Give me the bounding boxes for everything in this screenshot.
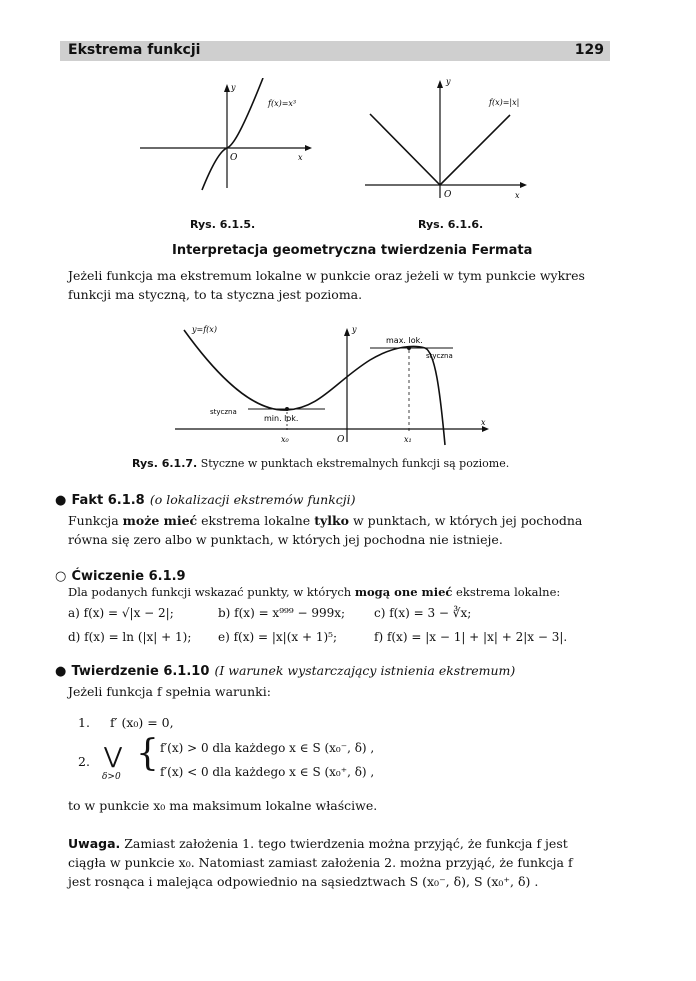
curve-formula: f(x)=x³ xyxy=(268,99,297,108)
fact-heading xyxy=(55,489,356,508)
note-line-3: jest rosnąca i malejąca odpowiednio na sąsiedztwach S (x₀⁻, δ), S (x₀⁺, δ) . xyxy=(68,874,539,889)
note-label: Uwaga. xyxy=(68,836,121,851)
fact-emph: tylko xyxy=(314,513,349,528)
min-point xyxy=(285,407,289,411)
fermat-title: Interpretacja geometryczna twierdzenia Fermata xyxy=(172,243,533,258)
x-label: x xyxy=(298,153,303,162)
condition-1: f′ (x₀) = 0, xyxy=(110,715,174,730)
max-point xyxy=(407,346,411,350)
fact-text: ekstrema lokalne xyxy=(197,513,315,528)
tangent-left-label: styczna xyxy=(210,408,237,416)
theorem-heading xyxy=(55,660,515,679)
fact-emph: może mieć xyxy=(122,513,198,528)
caption-6-1-7-text: Styczne w punktach ekstremalnych funkcji są poziome. xyxy=(200,457,510,470)
exercise-item-e: e) f(x) = |x|(x + 1)⁵; xyxy=(218,630,338,644)
exercise-text: Dla podanych funkcji wskazać punkty, w których xyxy=(68,585,355,599)
exercise-item-b: b) f(x) = x⁹⁹⁹ − 999x; xyxy=(218,606,346,620)
fact-line-2: równa się zero albo w punktach, w których jej pochodna nie istnieje. xyxy=(68,532,503,547)
min-label: min. lok. xyxy=(264,414,299,423)
figure-6-1-6 xyxy=(360,76,540,201)
note-line-1 xyxy=(68,834,568,853)
theorem-subtitle: (I warunek wystarczający istnienia ekstremum) xyxy=(214,663,516,678)
cubic-curve xyxy=(202,78,263,190)
theorem-conclusion: to w punkcie x₀ ma maksimum lokalne właściwe. xyxy=(68,798,378,813)
fact-text: w punktach, w których jej pochodna xyxy=(348,513,583,528)
x0-label: x₀ xyxy=(281,435,289,444)
fact-text: Funkcja xyxy=(68,513,123,528)
condition-2-number: 2. xyxy=(78,754,90,769)
curve-formula: f(x)=|x| xyxy=(489,98,520,107)
note-line-2: ciągła w punkcie x₀. Natomiast zamiast założenia 2. można przyjąć, że funkcja f xyxy=(68,855,573,870)
theorem-label: Twierdzenie 6.1.10 xyxy=(71,664,210,679)
x-axis-arrow xyxy=(520,182,527,188)
origin-label: O xyxy=(444,190,452,200)
running-header-title: Ekstrema funkcji xyxy=(68,42,201,58)
fermat-line-1: Jeżeli funkcja ma ekstremum lokalne w punkcie oraz jeżeli w tym punkcie wykres xyxy=(68,268,585,283)
exercise-text: ekstrema lokalne: xyxy=(452,585,561,599)
exercise-emph: mogą one mieć xyxy=(354,585,453,599)
origin-label: O xyxy=(337,435,345,445)
condition-2-line-1: f′(x) > 0 dla każdego x ∈ S (x₀⁻, δ) , xyxy=(160,741,375,755)
caption-6-1-5: Rys. 6.1.5. xyxy=(190,218,256,231)
page-number: 129 xyxy=(574,42,604,58)
y-axis-arrow xyxy=(344,328,350,336)
fact-subtitle: (o lokalizacji ekstremów funkcji) xyxy=(149,492,356,507)
x-axis-arrow xyxy=(305,145,312,151)
y-axis-arrow xyxy=(224,84,230,92)
brace-icon: { xyxy=(136,733,159,774)
y-axis-arrow xyxy=(437,80,443,88)
caption-6-1-6: Rys. 6.1.6. xyxy=(418,218,484,231)
theorem-intro: Jeżeli funkcja f spełnia warunki: xyxy=(68,684,271,699)
exercise-item-c: c) f(x) = 3 − ∛x; xyxy=(374,606,472,620)
vee-symbol: ⋁ xyxy=(104,744,123,769)
caption-6-1-7-number: Rys. 6.1.7. xyxy=(132,457,198,470)
exercise-intro xyxy=(68,585,560,599)
caption-6-1-7 xyxy=(132,457,509,470)
fact-bullet-icon: ● xyxy=(55,493,67,508)
figure-6-1-7 xyxy=(170,320,500,450)
fact-line-1 xyxy=(68,511,582,530)
vee-subscript: δ>0 xyxy=(102,772,121,782)
fermat-line-2: funkcji ma styczną, to ta styczna jest pozioma. xyxy=(68,287,363,302)
exercise-item-f: f) f(x) = |x − 1| + |x| + 2|x − 3|. xyxy=(374,630,568,644)
condition-2-line-2: f′(x) < 0 dla każdego x ∈ S (x₀⁺, δ) , xyxy=(160,765,375,779)
exercise-heading xyxy=(55,565,186,584)
note-text: Zamiast założenia 1. tego twierdzenia można przyjąć, że funkcja f jest xyxy=(120,836,568,851)
function-label: y=f(x) xyxy=(192,325,217,334)
y-label: y xyxy=(352,325,357,334)
y-label: y xyxy=(446,77,451,86)
exercise-item-a: a) f(x) = √|x − 2|; xyxy=(68,606,174,620)
exercise-label: Ćwiczenie 6.1.9 xyxy=(71,569,186,584)
x1-label: x₁ xyxy=(404,435,412,444)
y-label: y xyxy=(231,83,236,92)
figure-6-1-5 xyxy=(130,78,320,198)
x-label: x xyxy=(481,418,486,427)
condition-1-number: 1. xyxy=(78,715,90,730)
function-curve xyxy=(184,330,445,445)
theorem-bullet-icon: ● xyxy=(55,664,67,679)
tangent-right-label: styczna xyxy=(426,352,453,360)
fact-label: Fakt 6.1.8 xyxy=(71,493,145,508)
max-label: max. lok. xyxy=(386,336,423,345)
origin-label: O xyxy=(230,153,238,163)
exercise-bullet-icon: ○ xyxy=(55,569,67,584)
exercise-item-d: d) f(x) = ln (|x| + 1); xyxy=(68,630,192,644)
x-label: x xyxy=(515,191,520,200)
